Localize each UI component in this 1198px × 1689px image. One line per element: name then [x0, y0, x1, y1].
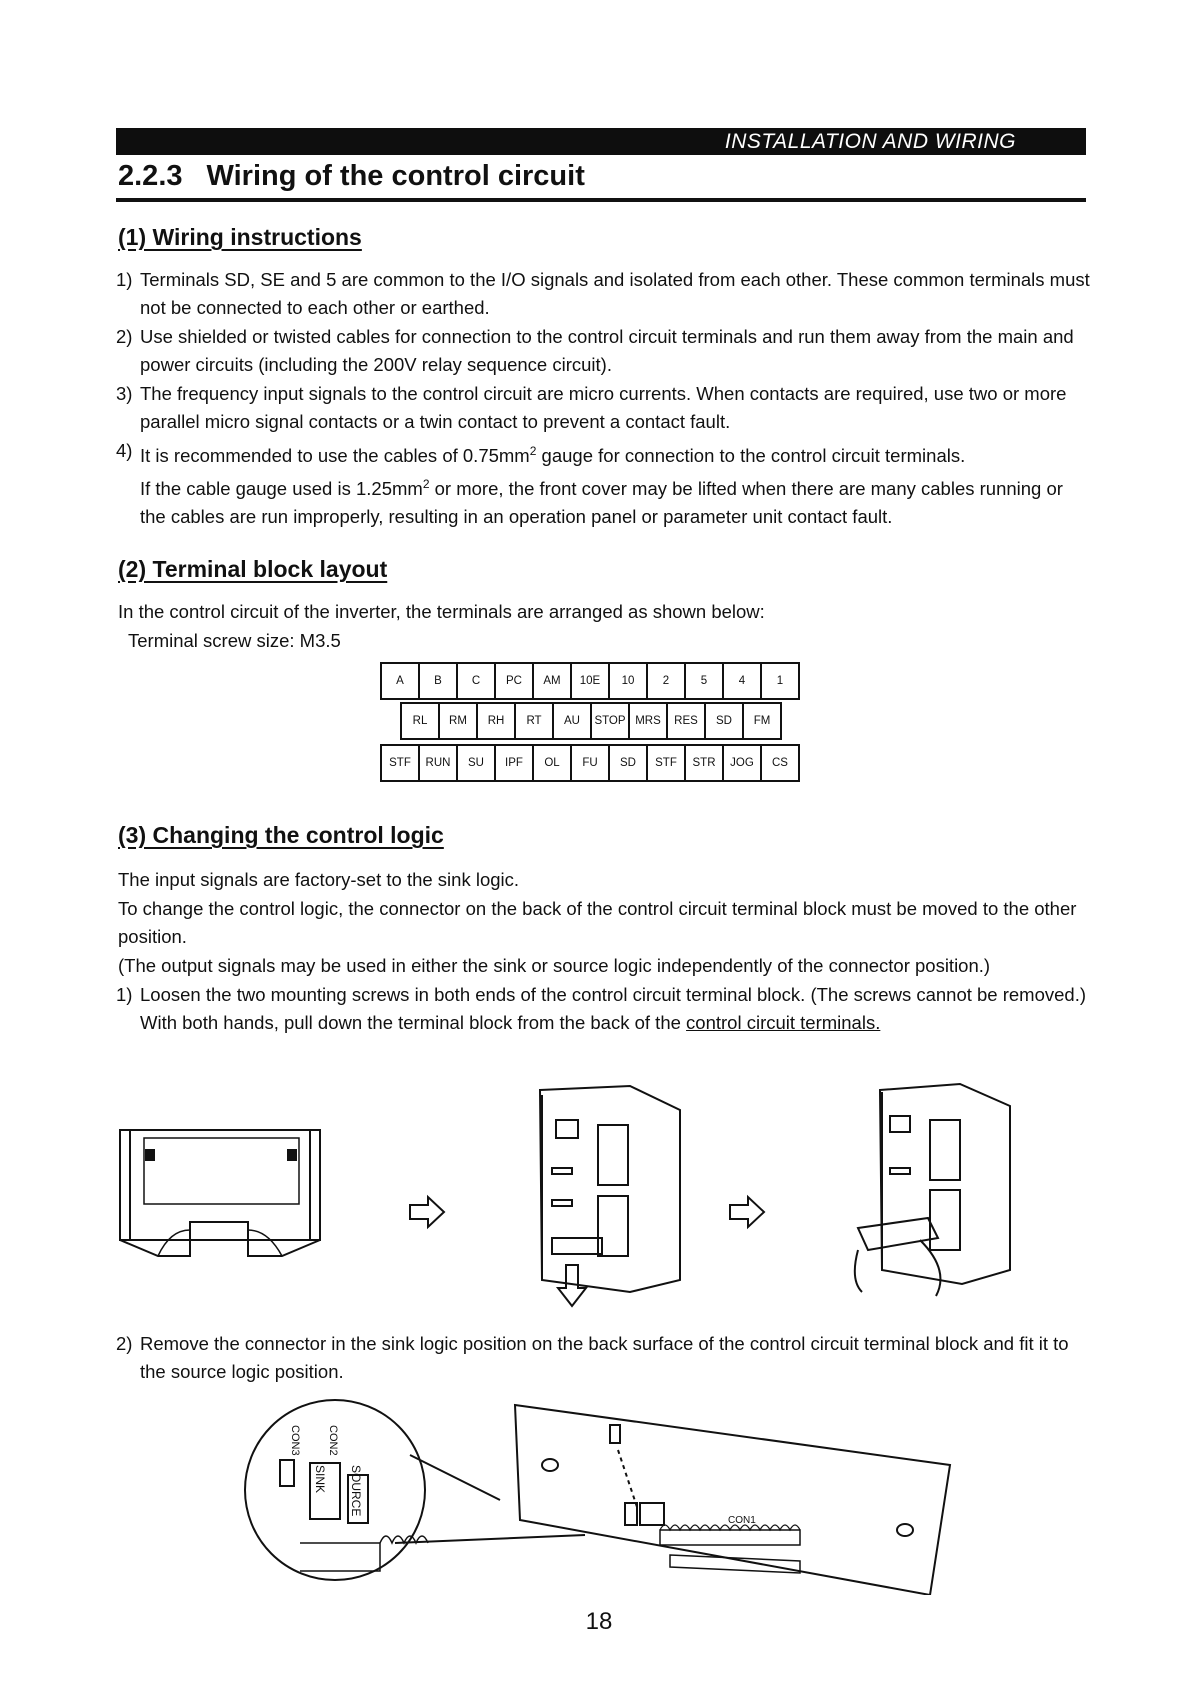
terminal-cell: FM	[742, 702, 782, 740]
con3-label: CON3	[289, 1425, 301, 1456]
section-number: 2.2.3	[118, 160, 183, 192]
terminal-cell: 10	[608, 662, 648, 700]
inverter-pull-down-figure	[540, 1086, 680, 1306]
control-logic-step-2	[116, 1330, 1091, 1386]
control-circuit-terminals-link: control circuit terminals.	[686, 1012, 881, 1033]
terminal-block-diagram	[380, 662, 820, 786]
con2-label: CON2	[327, 1425, 339, 1456]
terminal-cell: RUN	[418, 744, 458, 782]
instruction-item-4	[116, 437, 1091, 531]
step-text: Remove the connector in the sink logic position on the back surface of the control circuit terminal block and fit it to the source logic position.	[140, 1333, 1069, 1382]
terminal-cell: OL	[532, 744, 572, 782]
header-banner	[116, 128, 1086, 155]
step-number: 1)	[116, 984, 133, 1005]
step-number: 2)	[116, 1333, 133, 1354]
terminal-cell: 10E	[570, 662, 610, 700]
terminal-cell: IPF	[494, 744, 534, 782]
terminal-cell: JOG	[722, 744, 762, 782]
terminal-row-top	[380, 662, 798, 700]
terminal-cell: RM	[438, 702, 478, 740]
terminal-cell: FU	[570, 744, 610, 782]
control-logic-p1: The input signals are factory-set to the sink logic.	[118, 869, 520, 890]
control-logic-step-1	[116, 981, 1091, 1037]
terminal-row-middle	[400, 702, 780, 740]
terminal-cell: AM	[532, 662, 572, 700]
sink-label: SINK	[313, 1465, 327, 1494]
source-label: SOURCE	[349, 1465, 363, 1517]
terminal-cell: STF	[646, 744, 686, 782]
page-number: 18	[585, 1608, 613, 1635]
terminal-layout-intro: In the control circuit of the inverter, the terminals are arranged as shown below:	[118, 601, 765, 622]
terminal-cell: AU	[552, 702, 592, 740]
header-banner-text: INSTALLATION AND WIRING	[724, 130, 1016, 153]
terminal-cell: MRS	[628, 702, 668, 740]
terminal-block-removal-illustration	[110, 1070, 1090, 1310]
title-rule	[116, 198, 1086, 202]
terminal-cell: SD	[608, 744, 648, 782]
terminal-cell: CS	[760, 744, 800, 782]
step-text: Loosen the two mounting screws in both ends of the control circuit terminal block. (The screws cannot be removed.)	[140, 984, 1087, 1005]
terminal-cell: 4	[722, 662, 762, 700]
instruction-text: The frequency input signals to the control circuit are micro currents. When contacts are required, use two or more parallel micro signal contacts or a twin contact to prevent a contact fault.	[140, 383, 1067, 432]
terminal-cell: SD	[704, 702, 744, 740]
terminal-cell: SU	[456, 744, 496, 782]
terminal-layout-heading: (2) Terminal block layout	[118, 556, 388, 582]
terminal-cell: 5	[684, 662, 724, 700]
terminal-cell: STOP	[590, 702, 630, 740]
section-title-text: Wiring of the control circuit	[206, 160, 585, 192]
section-title	[118, 160, 585, 193]
instruction-number: 2)	[116, 326, 133, 347]
instruction-text-line2: If the cable gauge used is $1.25mm^2$ or more, the front cover may be lifted when there are many cables running or the cables are run improperly, resulting in an operation panel or parameter unit contact fault.	[140, 477, 1063, 528]
instruction-item-2	[116, 323, 1091, 379]
terminal-cell: STR	[684, 744, 724, 782]
hands-pulling-terminal-block-figure	[855, 1084, 1010, 1296]
control-logic-p3: (The output signals may be used in either the sink or source logic independently of the connector position.)	[118, 955, 991, 976]
terminal-cell: 1	[760, 662, 800, 700]
instruction-item-3	[116, 380, 1091, 436]
terminal-cell: C	[456, 662, 496, 700]
terminal-cell: B	[418, 662, 458, 700]
terminal-cell: A	[380, 662, 420, 700]
terminal-cell: 2	[646, 662, 686, 700]
terminal-cell: PC	[494, 662, 534, 700]
terminal-block-front-figure	[120, 1130, 320, 1256]
instruction-item-1	[116, 266, 1091, 322]
instruction-number: 3)	[116, 383, 133, 404]
connector-position-illustration	[240, 1395, 960, 1595]
con1-label: CON1	[728, 1515, 756, 1526]
step-text-continued: With both hands, pull down the terminal block from the back of the control circuit terminals.	[140, 1012, 881, 1033]
instruction-text: Terminals SD, SE and 5 are common to the I/O signals and isolated from each other. These common terminals must not be connected to each other or earthed.	[140, 269, 1090, 318]
instruction-text: Use shielded or twisted cables for connection to the control circuit terminals and run them away from the main and power circuits (including the 200V relay sequence circuit).	[140, 326, 1074, 375]
terminal-cell: RL	[400, 702, 440, 740]
instruction-number: 1)	[116, 269, 133, 290]
wiring-instructions-heading: (1) Wiring instructions	[118, 224, 362, 250]
terminal-row-bottom	[380, 744, 798, 782]
control-logic-heading: (3) Changing the control logic	[118, 822, 444, 848]
terminal-cell: STF	[380, 744, 420, 782]
terminal-cell: RES	[666, 702, 706, 740]
terminal-cell: RH	[476, 702, 516, 740]
instruction-text-line1: It is recommended to use the cables of $0.75mm^2$ gauge for connection to the control circuit terminals.	[140, 444, 966, 467]
terminal-screw-size: Terminal screw size: M3.5	[128, 630, 341, 651]
control-logic-p2: To change the control logic, the connector on the back of the control circuit terminal block must be moved to the other position.	[118, 898, 1077, 947]
terminal-cell: RT	[514, 702, 554, 740]
instruction-number: 4)	[116, 440, 133, 461]
